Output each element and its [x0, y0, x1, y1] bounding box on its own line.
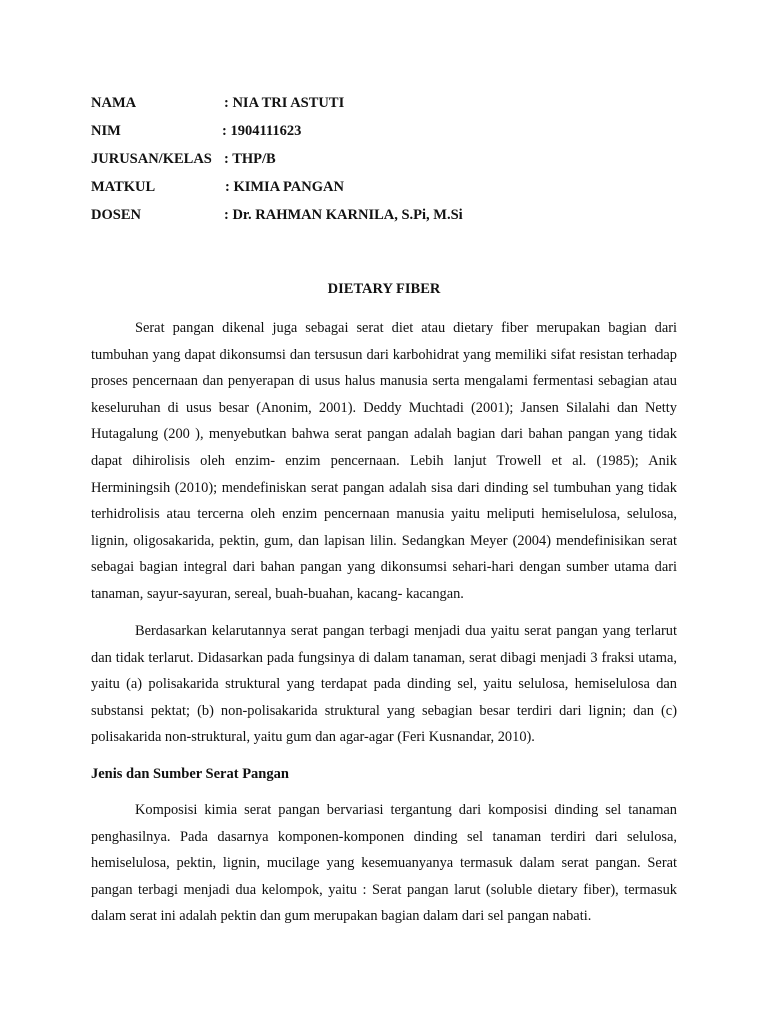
body-paragraph: Serat pangan dikenal juga sebagai serat diet atau dietary fiber merupakan bagian dari tumbuhan yang dapat dikonsumsi dan tersusun dari karbohidrat yang memiliki sifat resistan terhadap proses pencernaan dan penyerapan di usus halus manusia serta mengalami fermentasi sebagian atau keseluruhan di usus besar (Anonim, 2001). Deddy Muchtadi (2001); Jansen Silalahi dan Netty Hutagalung (200 ), menyebutkan bahwa serat pangan adalah bagian dari bahan pangan yang tidak dapat dihirolisis oleh enzim- enzim pencernaan. Lebih lanjut Trowell et al. (1985); Anik Herminingsih (2010); mendefiniskan serat pangan adalah sisa dari dinding sel tumbuhan yang tidak terhidrolisis atau tercerna oleh enzim pencernaan manusia yaitu meliputi hemiselulosa, selulosa, lignin, oligosakarida, pektin, gum, dan lapisan lilin. Sedangkan Meyer (2004) mendefinisikan serat sebagai bagian integral dari bahan pangan yang dikonsumsi sehari-hari dengan sumber utama dari tanaman, sayur-sayuran, sereal, buah-buahan, kacang- kacangan. [91, 320, 677, 602]
info-value: : Dr. RAHMAN KARNILA, S.Pi, M.Si [224, 207, 463, 223]
info-row-matkul [91, 176, 691, 204]
info-value: : THP/B [224, 151, 276, 167]
body-paragraph: Berdasarkan kelarutannya serat pangan terbagi menjadi dua yaitu serat pangan yang terlarut dan tidak terlarut. Didasarkan pada fungsinya di dalam tanaman, serat dibagi menjadi 3 fraksi utama, yaitu (a) polisakarida struktural yang terdapat pada dinding sel, yaitu selulosa, hemiselulosa dan substansi pektat; (b) non-polisakarida struktural yang sebagian besar terdiri dari lignin; dan (c) polisakarida non-struktural, yaitu gum dan agar-agar (Feri Kusnandar, 2010). [91, 623, 677, 746]
info-row-jurusan-kelas [91, 148, 691, 176]
info-value: : KIMIA PANGAN [225, 179, 344, 195]
info-row-nim [91, 120, 691, 148]
info-label: NIM [91, 123, 121, 139]
section-heading: Jenis dan Sumber Serat Pangan [91, 766, 289, 782]
body-paragraph: Komposisi kimia serat pangan bervariasi tergantung dari komposisi dinding sel tanaman penghasilnya. Pada dasarnya komponen-komponen dinding sel tanaman terdiri dari selulosa, hemiselulosa, pektin, lignin, mucilage yang kesemuanyanya termasuk dalam serat pangan. Serat pangan terbagi menjadi dua kelompok, yaitu : Serat pangan larut (soluble dietary fiber), termasuk dalam serat ini adalah pektin dan gum merupakan bagian dalam dari sel pangan nabati. [91, 802, 677, 925]
info-row-dosen [91, 204, 691, 232]
info-value: : 1904111623 [222, 123, 302, 139]
info-label: DOSEN [91, 207, 141, 223]
info-label: NAMA [91, 95, 137, 111]
info-label: JURUSAN/KELAS [91, 151, 212, 167]
document-title: DIETARY FIBER [327, 281, 441, 297]
info-value: : NIA TRI ASTUTI [224, 95, 345, 111]
student-info-block [91, 92, 691, 232]
info-label: MATKUL [91, 179, 156, 195]
info-row-nama [91, 92, 691, 120]
